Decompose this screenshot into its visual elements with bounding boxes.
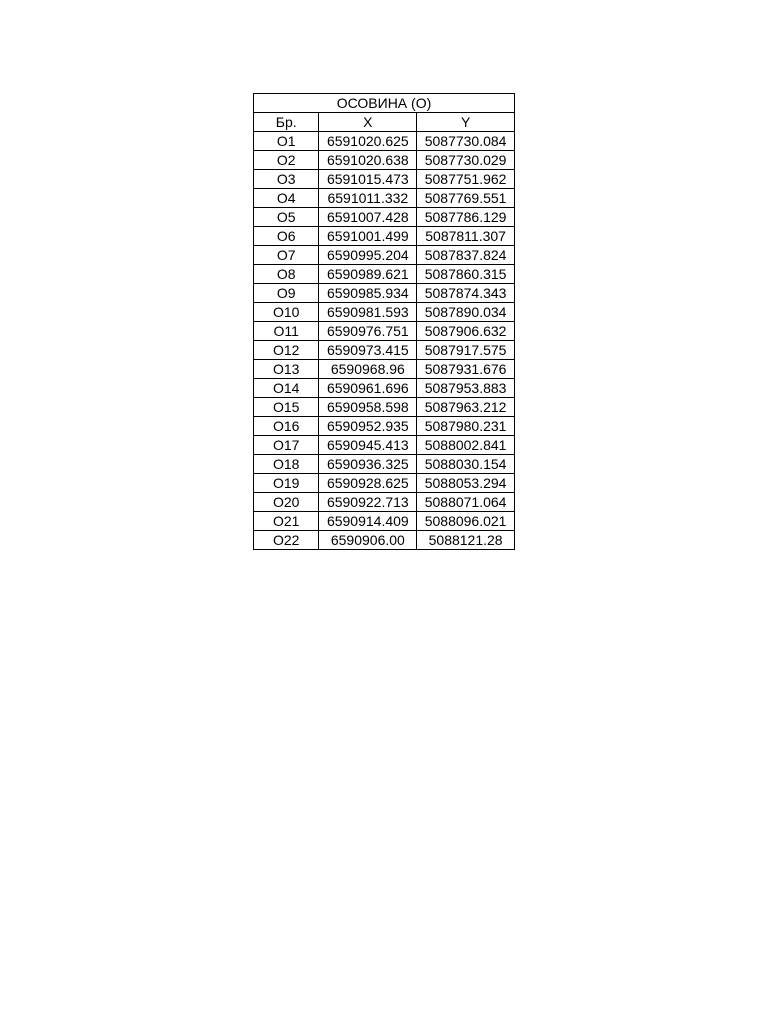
coordinate-x-cell (319, 455, 417, 474)
coordinate-y-cell (417, 265, 515, 284)
coordinate-y-cell (417, 341, 515, 360)
coordinate-x-cell (319, 341, 417, 360)
point-label: O6 (254, 227, 319, 246)
table-row (254, 303, 515, 322)
coordinate-y-cell (417, 379, 515, 398)
coordinate-y-cell (417, 132, 515, 151)
coordinate-y-value: 5087890.034 (424, 304, 507, 320)
table-row (254, 322, 515, 341)
point-label: O18 (254, 455, 319, 474)
coordinate-x-value: 6590995.204 (326, 247, 409, 263)
coordinate-y-cell (417, 436, 515, 455)
point-label: O15 (254, 398, 319, 417)
coordinate-x-value: 6590968.96 (330, 361, 405, 377)
coordinate-y-value: 5087860.315 (424, 266, 507, 282)
coordinate-x-cell (319, 284, 417, 303)
coordinate-x-value: 6591020.625 (326, 133, 409, 149)
point-label: O4 (254, 189, 319, 208)
coordinate-y-cell (417, 151, 515, 170)
coordinate-x-value: 6590952.935 (326, 418, 409, 434)
coordinate-y-cell (417, 303, 515, 322)
point-label: O16 (254, 417, 319, 436)
table-row (254, 189, 515, 208)
table-row (254, 455, 515, 474)
coordinate-y-cell (417, 360, 515, 379)
table-row (254, 341, 515, 360)
table-row (254, 132, 515, 151)
coordinate-y-cell (417, 512, 515, 531)
coordinate-x-value: 6590958.598 (326, 399, 409, 415)
coordinate-y-cell (417, 208, 515, 227)
table-row (254, 208, 515, 227)
table-title-row (254, 94, 515, 113)
point-label: O3 (254, 170, 319, 189)
coordinate-y-value: 5087906.632 (424, 323, 507, 339)
coordinate-y-value: 5087931.676 (424, 361, 507, 377)
coordinate-x-cell (319, 208, 417, 227)
coordinate-y-cell (417, 417, 515, 436)
table-row (254, 360, 515, 379)
coordinate-y-cell (417, 398, 515, 417)
coordinate-x-cell (319, 379, 417, 398)
table-row (254, 265, 515, 284)
coordinate-y-cell (417, 170, 515, 189)
header-y: Y (417, 113, 515, 132)
point-label: O1 (254, 132, 319, 151)
coordinate-x-value: 6591007.428 (326, 209, 409, 225)
table-row (254, 170, 515, 189)
coordinate-x-cell (319, 265, 417, 284)
table-row (254, 246, 515, 265)
coordinate-x-cell (319, 436, 417, 455)
table-header-row (254, 113, 515, 132)
table-row (254, 151, 515, 170)
coordinate-y-cell (417, 246, 515, 265)
point-label: O10 (254, 303, 319, 322)
point-label: O17 (254, 436, 319, 455)
point-label: O20 (254, 493, 319, 512)
table-row (254, 436, 515, 455)
coordinate-x-cell (319, 531, 417, 550)
coordinate-x-cell (319, 303, 417, 322)
coordinates-table-body (254, 94, 515, 550)
coordinates-table (253, 93, 515, 550)
point-label: O19 (254, 474, 319, 493)
point-label: O9 (254, 284, 319, 303)
point-label: O12 (254, 341, 319, 360)
coordinate-x-cell (319, 227, 417, 246)
coordinate-y-cell (417, 531, 515, 550)
coordinate-y-value: 5088121.28 (428, 532, 503, 548)
table-row (254, 474, 515, 493)
coordinate-y-value: 5088053.294 (424, 475, 507, 491)
coordinate-x-value: 6590973.415 (326, 342, 409, 358)
table-title: ОСОВИНА (О) (254, 94, 515, 113)
coordinate-y-value: 5087917.575 (424, 342, 507, 358)
coordinate-x-value: 6590961.696 (326, 380, 409, 396)
coordinate-x-value: 6591011.332 (327, 190, 409, 206)
coordinate-x-cell (319, 360, 417, 379)
header-number: Бр. (254, 113, 319, 132)
point-label: O5 (254, 208, 319, 227)
coordinate-x-value: 6590989.621 (326, 266, 409, 282)
coordinate-y-value: 5088096.021 (424, 513, 507, 529)
coordinate-y-cell (417, 227, 515, 246)
coordinate-x-value: 6590922.713 (326, 494, 409, 510)
coordinate-x-cell (319, 170, 417, 189)
coordinate-y-cell (417, 455, 515, 474)
coordinate-x-cell (319, 322, 417, 341)
coordinate-y-cell (417, 322, 515, 341)
coordinate-y-value: 5088030.154 (424, 456, 507, 472)
coordinate-x-value: 6591020.638 (326, 152, 409, 168)
table-row (254, 379, 515, 398)
coordinate-y-value: 5088071.064 (424, 494, 507, 510)
table-row (254, 531, 515, 550)
point-label: O11 (254, 322, 319, 341)
table-row (254, 398, 515, 417)
coordinate-x-value: 6590936.325 (326, 456, 409, 472)
coordinate-x-cell (319, 189, 417, 208)
coordinate-y-value: 5087769.551 (424, 190, 507, 206)
coordinate-x-value: 6590928.625 (326, 475, 409, 491)
coordinate-x-cell (319, 132, 417, 151)
coordinate-x-cell (319, 398, 417, 417)
coordinate-x-cell (319, 474, 417, 493)
coordinate-x-cell (319, 417, 417, 436)
table-row (254, 493, 515, 512)
header-x: X (319, 113, 417, 132)
coordinate-x-value: 6590914.409 (326, 513, 409, 529)
coordinate-y-value: 5087751.962 (424, 171, 507, 187)
coordinate-x-value: 6590985.934 (326, 285, 409, 301)
coordinate-y-value: 5087786.129 (424, 209, 507, 225)
point-label: O14 (254, 379, 319, 398)
coordinate-x-value: 6590906.00 (330, 532, 405, 548)
table-row (254, 227, 515, 246)
coordinate-x-cell (319, 151, 417, 170)
coordinate-y-value: 5087980.231 (424, 418, 507, 434)
table-row (254, 284, 515, 303)
coordinate-x-cell (319, 493, 417, 512)
point-label: O8 (254, 265, 319, 284)
coordinate-x-value: 6590945.413 (326, 437, 409, 453)
table-row (254, 417, 515, 436)
coordinate-y-value: 5087963.212 (424, 399, 507, 415)
coordinate-y-value: 5087811.307 (425, 228, 506, 244)
table-row (254, 512, 515, 531)
coordinate-x-value: 6590981.593 (326, 304, 409, 320)
coordinate-y-cell (417, 474, 515, 493)
coordinate-x-cell (319, 512, 417, 531)
point-label: O7 (254, 246, 319, 265)
coordinate-y-value: 5087730.029 (424, 152, 507, 168)
coordinate-y-cell (417, 284, 515, 303)
coordinate-y-cell (417, 493, 515, 512)
coordinate-y-value: 5087730.084 (424, 133, 507, 149)
coordinate-x-value: 6591015.473 (326, 171, 409, 187)
coordinate-y-value: 5087953.883 (424, 380, 507, 396)
point-label: O13 (254, 360, 319, 379)
coordinate-y-value: 5087837.824 (424, 247, 507, 263)
coordinate-x-value: 6590976.751 (326, 323, 409, 339)
coordinate-x-value: 6591001.499 (326, 228, 409, 244)
point-label: O2 (254, 151, 319, 170)
coordinate-y-cell (417, 189, 515, 208)
coordinate-y-value: 5087874.343 (424, 285, 507, 301)
coordinate-x-cell (319, 246, 417, 265)
coordinate-y-value: 5088002.841 (424, 437, 507, 453)
point-label: O22 (254, 531, 319, 550)
point-label: O21 (254, 512, 319, 531)
